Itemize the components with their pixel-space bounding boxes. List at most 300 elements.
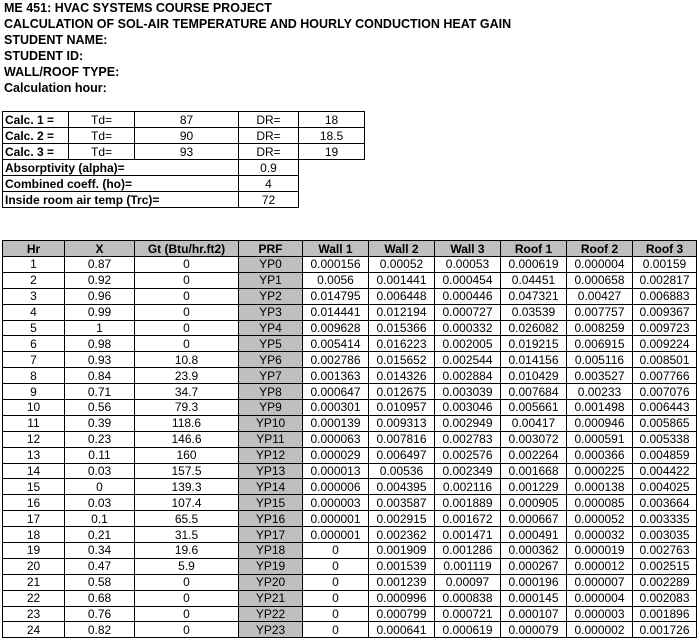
cell-hr[interactable]: 6	[3, 336, 65, 352]
calc-row	[3, 112, 365, 128]
cell-x[interactable]: 0.96	[65, 288, 135, 304]
cell-roof-3[interactable]: 0.008501	[633, 352, 697, 368]
cell-x[interactable]: 0.58	[65, 574, 135, 590]
cell-x[interactable]: 1	[65, 320, 135, 336]
heat-gain-table	[2, 240, 697, 638]
column-header-wall-1[interactable]: Wall 1	[303, 241, 369, 257]
cell-gt[interactable]: 146.6	[135, 431, 239, 447]
cell-prf[interactable]: YP21	[239, 590, 303, 606]
cell-wall-2[interactable]: 0.001441	[369, 272, 435, 288]
cell-roof-2[interactable]: 0.000004	[567, 257, 633, 273]
cell-wall-3[interactable]: 0.002544	[435, 352, 501, 368]
cell-wall-2[interactable]: 0.015652	[369, 352, 435, 368]
table-row	[3, 558, 697, 574]
calc-label: Calc. 3 =	[3, 144, 69, 160]
cell-wall-1[interactable]: 0.000139	[303, 415, 369, 431]
cell-gt[interactable]: 34.7	[135, 384, 239, 400]
cell-hr[interactable]: 3	[3, 288, 65, 304]
cell-roof-2[interactable]: 0.000225	[567, 463, 633, 479]
cell-wall-3[interactable]: 0.002884	[435, 368, 501, 384]
cell-roof-3[interactable]: 0.002289	[633, 574, 697, 590]
cell-roof-2[interactable]: 0.000012	[567, 558, 633, 574]
table-row	[3, 384, 697, 400]
table-row	[3, 400, 697, 416]
column-header-roof-1[interactable]: Roof 1	[501, 241, 567, 257]
calc-label: Calc. 2 =	[3, 128, 69, 144]
cell-wall-3[interactable]: 0.002576	[435, 447, 501, 463]
cell-hr[interactable]: 8	[3, 368, 65, 384]
cell-roof-1[interactable]: 0.019215	[501, 336, 567, 352]
cell-gt[interactable]: 157.5	[135, 463, 239, 479]
cell-wall-3[interactable]: 0.001471	[435, 527, 501, 543]
cell-wall-3[interactable]: 0.000454	[435, 272, 501, 288]
cell-x[interactable]: 0.71	[65, 384, 135, 400]
cell-wall-1[interactable]: 0	[303, 590, 369, 606]
cell-hr[interactable]: 5	[3, 320, 65, 336]
cell-wall-1[interactable]: 0.000006	[303, 479, 369, 495]
cell-wall-3[interactable]: 0.001672	[435, 511, 501, 527]
cell-roof-3[interactable]: 0.007076	[633, 384, 697, 400]
cell-wall-1[interactable]: 0.0056	[303, 272, 369, 288]
cell-wall-1[interactable]: 0.009628	[303, 320, 369, 336]
cell-hr[interactable]: 20	[3, 558, 65, 574]
cell-wall-3[interactable]: 0.001889	[435, 495, 501, 511]
cell-prf[interactable]: YP20	[239, 574, 303, 590]
cell-roof-1[interactable]: 0.000905	[501, 495, 567, 511]
cell-roof-3[interactable]: 0.001726	[633, 622, 697, 638]
cell-hr[interactable]: 9	[3, 384, 65, 400]
cell-prf[interactable]: YP16	[239, 511, 303, 527]
cell-wall-2[interactable]: 0.007816	[369, 431, 435, 447]
cell-roof-2[interactable]: 0.00233	[567, 384, 633, 400]
column-header-gt[interactable]: Gt (Btu/hr.ft2)	[135, 241, 239, 257]
cell-wall-2[interactable]: 0.016223	[369, 336, 435, 352]
calculation-hour-label: Calculation hour:	[4, 81, 107, 95]
cell-x[interactable]: 0.68	[65, 590, 135, 606]
cell-hr[interactable]: 17	[3, 511, 65, 527]
cell-wall-2[interactable]: 0.012675	[369, 384, 435, 400]
cell-roof-1[interactable]: 0.000079	[501, 622, 567, 638]
cell-gt[interactable]: 23.9	[135, 368, 239, 384]
cell-x[interactable]: 0.1	[65, 511, 135, 527]
cell-wall-1[interactable]: 0	[303, 574, 369, 590]
trc-label: Inside room air temp (Trc)=	[3, 192, 239, 208]
dr-value[interactable]: 19	[299, 144, 365, 160]
cell-x[interactable]: 0.93	[65, 352, 135, 368]
parameters-table	[2, 111, 365, 208]
cell-wall-3[interactable]: 0.002349	[435, 463, 501, 479]
cell-roof-2[interactable]: 0.000019	[567, 543, 633, 559]
cell-roof-3[interactable]: 0.002817	[633, 272, 697, 288]
td-label: Td=	[69, 112, 135, 128]
cell-roof-2[interactable]: 0.008259	[567, 320, 633, 336]
column-header-wall-2[interactable]: Wall 2	[369, 241, 435, 257]
cell-wall-2[interactable]: 0.012194	[369, 304, 435, 320]
cell-roof-1[interactable]: 0.000667	[501, 511, 567, 527]
cell-wall-1[interactable]: 0.000029	[303, 447, 369, 463]
cell-roof-3[interactable]: 0.004859	[633, 447, 697, 463]
cell-roof-2[interactable]: 0.006915	[567, 336, 633, 352]
cell-roof-1[interactable]: 0.002264	[501, 447, 567, 463]
cell-wall-3[interactable]: 0.003046	[435, 400, 501, 416]
cell-prf[interactable]: YP14	[239, 479, 303, 495]
cell-roof-2[interactable]: 0.000052	[567, 511, 633, 527]
cell-wall-2[interactable]: 0.015366	[369, 320, 435, 336]
cell-gt[interactable]: 0	[135, 574, 239, 590]
table-header-row	[3, 241, 697, 257]
column-header-hr[interactable]: Hr	[3, 241, 65, 257]
cell-hr[interactable]: 11	[3, 415, 65, 431]
cell-roof-1[interactable]: 0.04451	[501, 272, 567, 288]
cell-gt[interactable]: 65.5	[135, 511, 239, 527]
cell-wall-2[interactable]: 0.001239	[369, 574, 435, 590]
dr-label: DR=	[239, 128, 299, 144]
cell-hr[interactable]: 14	[3, 463, 65, 479]
cell-roof-3[interactable]: 0.003335	[633, 511, 697, 527]
cell-wall-1[interactable]: 0.000001	[303, 527, 369, 543]
cell-prf[interactable]: YP9	[239, 400, 303, 416]
cell-hr[interactable]: 18	[3, 527, 65, 543]
cell-wall-1[interactable]: 0.000156	[303, 257, 369, 273]
cell-x[interactable]: 0.03	[65, 495, 135, 511]
table-row	[3, 447, 697, 463]
cell-x[interactable]: 0.03	[65, 463, 135, 479]
cell-x[interactable]: 0.87	[65, 257, 135, 273]
cell-prf[interactable]: YP2	[239, 288, 303, 304]
cell-wall-2[interactable]: 0.00052	[369, 257, 435, 273]
absorptivity-value[interactable]: 0.9	[239, 160, 299, 176]
cell-wall-1[interactable]: 0	[303, 558, 369, 574]
cell-x[interactable]: 0.92	[65, 272, 135, 288]
table-row	[3, 495, 697, 511]
cell-roof-2[interactable]: 0.007757	[567, 304, 633, 320]
column-header-prf[interactable]: PRF	[239, 241, 303, 257]
cell-gt[interactable]: 107.4	[135, 495, 239, 511]
table-row	[3, 336, 697, 352]
cell-gt[interactable]: 0	[135, 590, 239, 606]
cell-prf[interactable]: YP8	[239, 384, 303, 400]
cell-x[interactable]: 0.76	[65, 606, 135, 622]
cell-roof-3[interactable]: 0.002083	[633, 590, 697, 606]
cell-roof-1[interactable]: 0.010429	[501, 368, 567, 384]
cell-prf[interactable]: YP1	[239, 272, 303, 288]
cell-wall-1[interactable]: 0.000001	[303, 511, 369, 527]
cell-wall-1[interactable]: 0.000063	[303, 431, 369, 447]
cell-prf[interactable]: YP7	[239, 368, 303, 384]
cell-roof-2[interactable]: 0.000004	[567, 590, 633, 606]
cell-wall-2[interactable]: 0.001539	[369, 558, 435, 574]
table-row	[3, 304, 697, 320]
cell-roof-3[interactable]: 0.002515	[633, 558, 697, 574]
cell-roof-3[interactable]: 0.009723	[633, 320, 697, 336]
cell-gt[interactable]: 0	[135, 304, 239, 320]
cell-wall-1[interactable]: 0.000647	[303, 384, 369, 400]
cell-wall-2[interactable]: 0.003587	[369, 495, 435, 511]
cell-wall-3[interactable]: 0.002116	[435, 479, 501, 495]
cell-wall-1[interactable]: 0.002786	[303, 352, 369, 368]
cell-wall-1[interactable]: 0	[303, 606, 369, 622]
cell-wall-2[interactable]: 0.001909	[369, 543, 435, 559]
cell-wall-1[interactable]: 0.000301	[303, 400, 369, 416]
cell-x[interactable]: 0.21	[65, 527, 135, 543]
cell-prf[interactable]: YP22	[239, 606, 303, 622]
cell-gt[interactable]: 31.5	[135, 527, 239, 543]
cell-wall-3[interactable]: 0.000619	[435, 622, 501, 638]
calc-row	[3, 128, 365, 144]
cell-roof-1[interactable]: 0.000107	[501, 606, 567, 622]
ho-value[interactable]: 4	[239, 176, 299, 192]
cell-roof-1[interactable]: 0.000491	[501, 527, 567, 543]
cell-gt[interactable]: 160	[135, 447, 239, 463]
table-row	[3, 590, 697, 606]
table-row	[3, 368, 697, 384]
cell-roof-3[interactable]: 0.005338	[633, 431, 697, 447]
cell-wall-3[interactable]: 0.002783	[435, 431, 501, 447]
cell-wall-3[interactable]: 0.000446	[435, 288, 501, 304]
cell-wall-3[interactable]: 0.002005	[435, 336, 501, 352]
cell-wall-1[interactable]: 0.000013	[303, 463, 369, 479]
cell-wall-1[interactable]: 0.014795	[303, 288, 369, 304]
cell-roof-3[interactable]: 0.005865	[633, 415, 697, 431]
dr-label: DR=	[239, 144, 299, 160]
trc-value[interactable]: 72	[239, 192, 299, 208]
cell-prf[interactable]: YP3	[239, 304, 303, 320]
cell-prf[interactable]: YP18	[239, 543, 303, 559]
ho-row	[3, 176, 365, 192]
cell-roof-1[interactable]: 0.000267	[501, 558, 567, 574]
cell-hr[interactable]: 10	[3, 400, 65, 416]
calculation-title: CALCULATION OF SOL-AIR TEMPERATURE AND HOURLY CONDUCTION HEAT GAIN	[4, 17, 512, 31]
cell-x[interactable]: 0.56	[65, 400, 135, 416]
cell-wall-3[interactable]: 0.00097	[435, 574, 501, 590]
cell-roof-2[interactable]: 0.00427	[567, 288, 633, 304]
cell-wall-3[interactable]: 0.000721	[435, 606, 501, 622]
column-header-wall-3[interactable]: Wall 3	[435, 241, 501, 257]
cell-x[interactable]: 0.82	[65, 622, 135, 638]
cell-wall-2[interactable]: 0.014326	[369, 368, 435, 384]
cell-gt[interactable]: 79.3	[135, 400, 239, 416]
cell-wall-2[interactable]: 0.002362	[369, 527, 435, 543]
cell-wall-2[interactable]: 0.000799	[369, 606, 435, 622]
cell-wall-3[interactable]: 0.003039	[435, 384, 501, 400]
cell-roof-1[interactable]: 0.005661	[501, 400, 567, 416]
cell-prf[interactable]: YP19	[239, 558, 303, 574]
cell-roof-3[interactable]: 0.009367	[633, 304, 697, 320]
table-row	[3, 257, 697, 273]
table-row	[3, 479, 697, 495]
cell-x[interactable]: 0.98	[65, 336, 135, 352]
cell-roof-1[interactable]: 0.026082	[501, 320, 567, 336]
absorptivity-row	[3, 160, 365, 176]
cell-roof-3[interactable]: 0.006443	[633, 400, 697, 416]
cell-hr[interactable]: 19	[3, 543, 65, 559]
cell-wall-3[interactable]: 0.000838	[435, 590, 501, 606]
cell-roof-1[interactable]: 0.001668	[501, 463, 567, 479]
cell-prf[interactable]: YP15	[239, 495, 303, 511]
cell-prf[interactable]: YP4	[239, 320, 303, 336]
cell-x[interactable]: 0.99	[65, 304, 135, 320]
cell-prf[interactable]: YP0	[239, 257, 303, 273]
cell-roof-1[interactable]: 0.001229	[501, 479, 567, 495]
cell-roof-1[interactable]: 0.003072	[501, 431, 567, 447]
cell-hr[interactable]: 15	[3, 479, 65, 495]
cell-gt[interactable]: 0	[135, 622, 239, 638]
cell-roof-3[interactable]: 0.00159	[633, 257, 697, 273]
cell-x[interactable]: 0.11	[65, 447, 135, 463]
table-row	[3, 543, 697, 559]
cell-roof-2[interactable]: 0.000138	[567, 479, 633, 495]
cell-roof-2[interactable]: 0.005116	[567, 352, 633, 368]
cell-prf[interactable]: YP13	[239, 463, 303, 479]
cell-hr[interactable]: 4	[3, 304, 65, 320]
cell-roof-1[interactable]: 0.00417	[501, 415, 567, 431]
cell-roof-2[interactable]: 0.000085	[567, 495, 633, 511]
cell-wall-1[interactable]: 0	[303, 543, 369, 559]
td-value[interactable]: 87	[135, 112, 239, 128]
cell-gt[interactable]: 0	[135, 320, 239, 336]
table-row	[3, 352, 697, 368]
cell-prf[interactable]: YP10	[239, 415, 303, 431]
cell-hr[interactable]: 2	[3, 272, 65, 288]
cell-wall-2[interactable]: 0.000996	[369, 590, 435, 606]
cell-roof-3[interactable]: 0.004422	[633, 463, 697, 479]
cell-hr[interactable]: 7	[3, 352, 65, 368]
cell-x[interactable]: 0.84	[65, 368, 135, 384]
cell-wall-3[interactable]: 0.000332	[435, 320, 501, 336]
column-header-roof-3[interactable]: Roof 3	[633, 241, 697, 257]
cell-x[interactable]: 0.23	[65, 431, 135, 447]
cell-roof-2[interactable]: 0.000007	[567, 574, 633, 590]
cell-gt[interactable]: 0	[135, 606, 239, 622]
cell-prf[interactable]: YP5	[239, 336, 303, 352]
cell-x[interactable]: 0.47	[65, 558, 135, 574]
cell-gt[interactable]: 5.9	[135, 558, 239, 574]
cell-roof-2[interactable]: 0.000032	[567, 527, 633, 543]
cell-roof-2[interactable]: 0.001498	[567, 400, 633, 416]
cell-wall-3[interactable]: 0.001119	[435, 558, 501, 574]
absorptivity-label: Absorptivity (alpha)=	[3, 160, 239, 176]
cell-roof-2[interactable]: 0.000366	[567, 447, 633, 463]
cell-wall-2[interactable]: 0.000641	[369, 622, 435, 638]
cell-roof-2[interactable]: 0.000003	[567, 606, 633, 622]
dr-value[interactable]: 18.5	[299, 128, 365, 144]
cell-wall-2[interactable]: 0.010957	[369, 400, 435, 416]
cell-wall-1[interactable]: 0.001363	[303, 368, 369, 384]
cell-wall-3[interactable]: 0.00053	[435, 257, 501, 273]
table-row	[3, 463, 697, 479]
table-row	[3, 606, 697, 622]
cell-prf[interactable]: YP23	[239, 622, 303, 638]
cell-prf[interactable]: YP6	[239, 352, 303, 368]
cell-hr[interactable]: 16	[3, 495, 65, 511]
table-row	[3, 574, 697, 590]
cell-hr[interactable]: 1	[3, 257, 65, 273]
cell-gt[interactable]: 0	[135, 257, 239, 273]
cell-prf[interactable]: YP12	[239, 447, 303, 463]
cell-gt[interactable]: 19.6	[135, 543, 239, 559]
cell-roof-1[interactable]: 0.000145	[501, 590, 567, 606]
cell-roof-1[interactable]: 0.014156	[501, 352, 567, 368]
table-row	[3, 622, 697, 638]
cell-x[interactable]: 0	[65, 479, 135, 495]
cell-gt[interactable]: 139.3	[135, 479, 239, 495]
cell-hr[interactable]: 21	[3, 574, 65, 590]
table-row	[3, 272, 697, 288]
cell-roof-1[interactable]: 0.007684	[501, 384, 567, 400]
wall-roof-type-label: WALL/ROOF TYPE:	[4, 65, 120, 79]
cell-hr[interactable]: 13	[3, 447, 65, 463]
cell-wall-2[interactable]: 0.009313	[369, 415, 435, 431]
cell-roof-1[interactable]: 0.047321	[501, 288, 567, 304]
cell-wall-2[interactable]: 0.002915	[369, 511, 435, 527]
cell-roof-3[interactable]: 0.007766	[633, 368, 697, 384]
cell-roof-1[interactable]: 0.000619	[501, 257, 567, 273]
cell-roof-2[interactable]: 0.003527	[567, 368, 633, 384]
cell-roof-3[interactable]: 0.009224	[633, 336, 697, 352]
project-title: ME 451: HVAC SYSTEMS COURSE PROJECT	[4, 1, 272, 15]
td-value[interactable]: 93	[135, 144, 239, 160]
dr-value[interactable]: 18	[299, 112, 365, 128]
cell-gt[interactable]: 0	[135, 272, 239, 288]
cell-roof-3[interactable]: 0.006883	[633, 288, 697, 304]
cell-roof-2[interactable]: 0.000946	[567, 415, 633, 431]
cell-prf[interactable]: YP11	[239, 431, 303, 447]
cell-hr[interactable]: 23	[3, 606, 65, 622]
cell-roof-3[interactable]: 0.003035	[633, 527, 697, 543]
cell-roof-3[interactable]: 0.003664	[633, 495, 697, 511]
cell-wall-2[interactable]: 0.00536	[369, 463, 435, 479]
cell-roof-3[interactable]: 0.004025	[633, 479, 697, 495]
cell-hr[interactable]: 22	[3, 590, 65, 606]
cell-gt[interactable]: 10.8	[135, 352, 239, 368]
cell-roof-3[interactable]: 0.002763	[633, 543, 697, 559]
cell-wall-1[interactable]: 0	[303, 622, 369, 638]
student-name-label: STUDENT NAME:	[4, 33, 108, 47]
cell-wall-1[interactable]: 0.000003	[303, 495, 369, 511]
cell-hr[interactable]: 24	[3, 622, 65, 638]
column-header-roof-2[interactable]: Roof 2	[567, 241, 633, 257]
cell-wall-2[interactable]: 0.006448	[369, 288, 435, 304]
table-row	[3, 415, 697, 431]
cell-prf[interactable]: YP17	[239, 527, 303, 543]
cell-roof-2[interactable]: 0.000591	[567, 431, 633, 447]
cell-gt[interactable]: 118.6	[135, 415, 239, 431]
cell-roof-1[interactable]: 0.000362	[501, 543, 567, 559]
cell-x[interactable]: 0.34	[65, 543, 135, 559]
cell-roof-2[interactable]: 0.000658	[567, 272, 633, 288]
cell-gt[interactable]: 0	[135, 336, 239, 352]
cell-roof-2[interactable]: 0.000002	[567, 622, 633, 638]
table-row	[3, 431, 697, 447]
cell-wall-3[interactable]: 0.000727	[435, 304, 501, 320]
cell-gt[interactable]: 0	[135, 288, 239, 304]
cell-wall-3[interactable]: 0.001286	[435, 543, 501, 559]
cell-wall-1[interactable]: 0.014441	[303, 304, 369, 320]
table-row	[3, 511, 697, 527]
cell-roof-1[interactable]: 0.03539	[501, 304, 567, 320]
cell-wall-2[interactable]: 0.004395	[369, 479, 435, 495]
cell-roof-1[interactable]: 0.000196	[501, 574, 567, 590]
td-value[interactable]: 90	[135, 128, 239, 144]
cell-x[interactable]: 0.39	[65, 415, 135, 431]
td-label: Td=	[69, 128, 135, 144]
cell-hr[interactable]: 12	[3, 431, 65, 447]
cell-roof-3[interactable]: 0.001896	[633, 606, 697, 622]
cell-wall-3[interactable]: 0.002949	[435, 415, 501, 431]
column-header-x[interactable]: X	[65, 241, 135, 257]
cell-wall-1[interactable]: 0.005414	[303, 336, 369, 352]
cell-wall-2[interactable]: 0.006497	[369, 447, 435, 463]
